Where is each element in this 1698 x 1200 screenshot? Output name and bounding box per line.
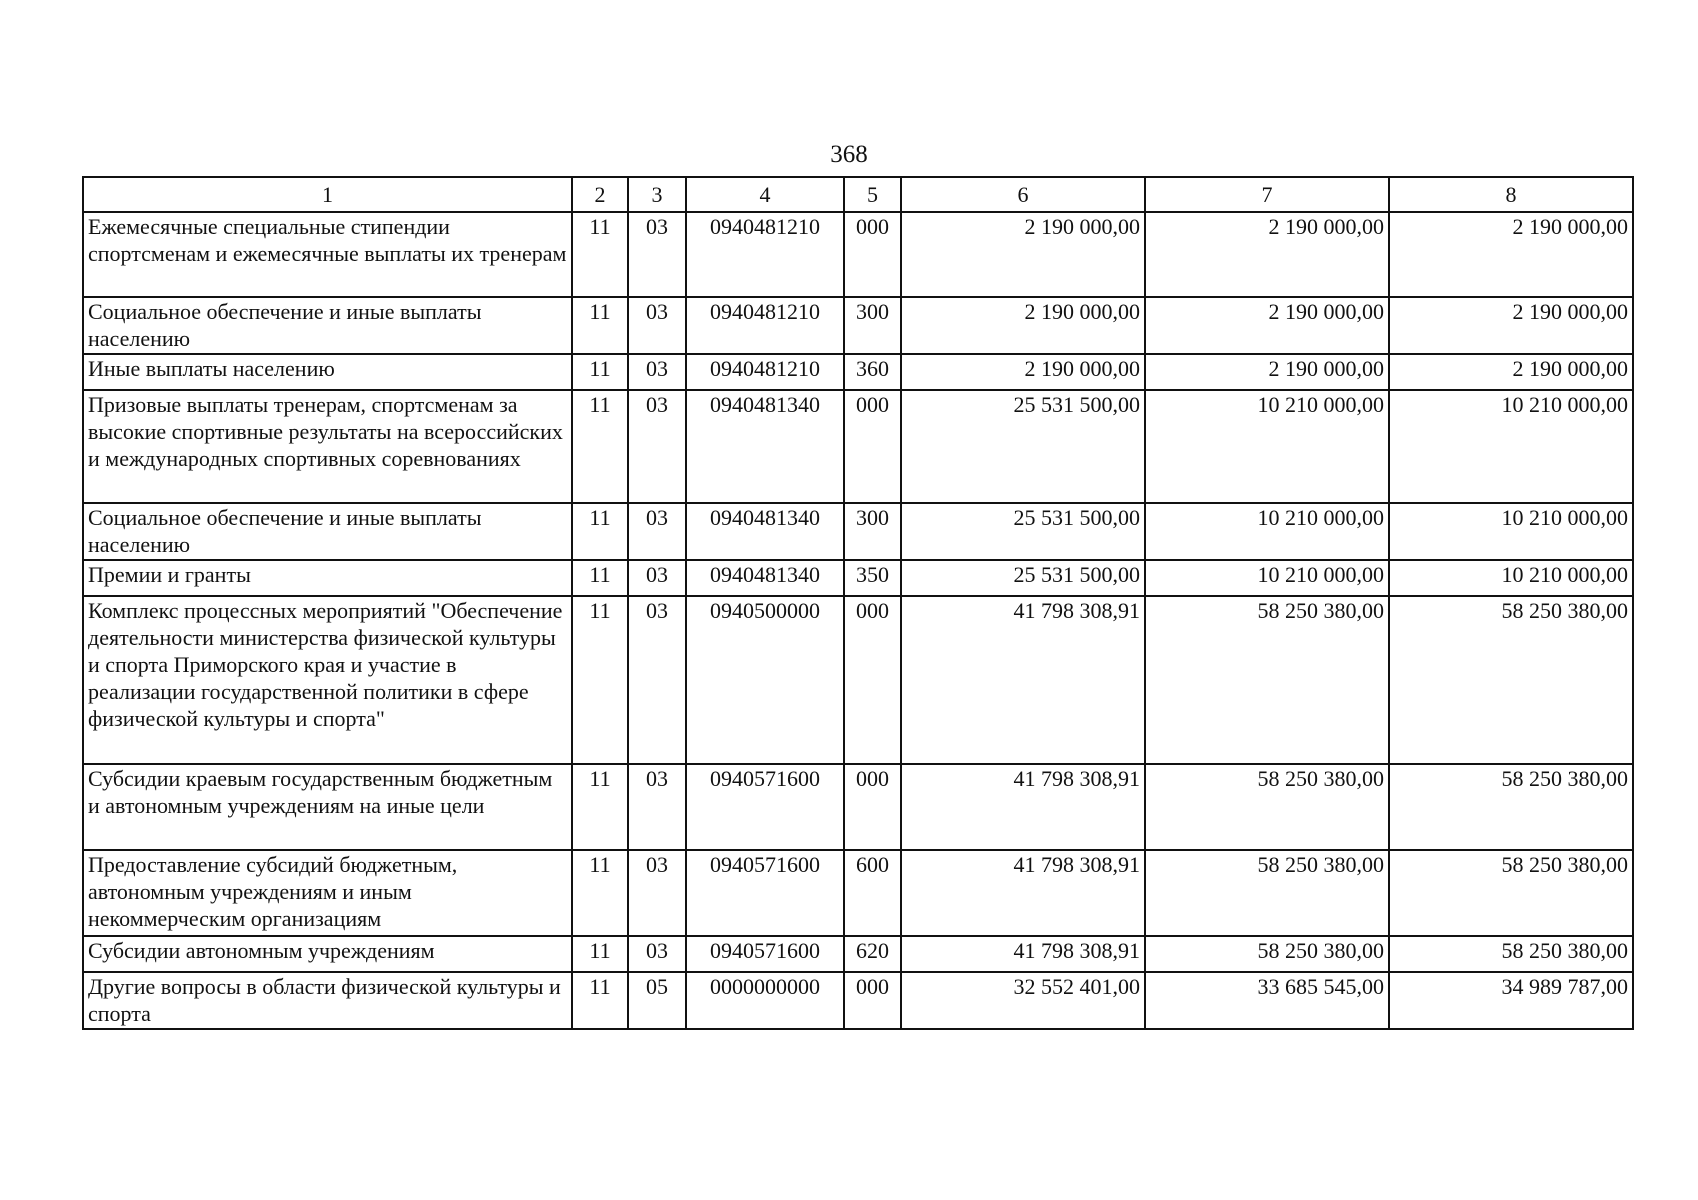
expense-type-code: 300 bbox=[844, 297, 901, 354]
table-row bbox=[83, 936, 1633, 972]
amount-col-6: 25 531 500,00 bbox=[901, 560, 1145, 596]
amount-col-8: 10 210 000,00 bbox=[1389, 503, 1633, 560]
amount-col-8: 10 210 000,00 bbox=[1389, 390, 1633, 503]
table-row bbox=[83, 212, 1633, 297]
amount-col-6: 25 531 500,00 bbox=[901, 503, 1145, 560]
section-code: 11 bbox=[572, 212, 628, 297]
section-code: 11 bbox=[572, 936, 628, 972]
subsection-code: 03 bbox=[628, 560, 686, 596]
target-article-code: 0940571600 bbox=[686, 936, 844, 972]
expense-type-code: 000 bbox=[844, 390, 901, 503]
amount-col-7: 58 250 380,00 bbox=[1145, 596, 1389, 764]
expense-type-code: 000 bbox=[844, 764, 901, 850]
column-header: 1 bbox=[83, 177, 572, 212]
amount-col-8: 10 210 000,00 bbox=[1389, 560, 1633, 596]
row-name: Предоставление субсидий бюджетным, автономным учреждениям и иным некоммерческим организациям bbox=[83, 850, 572, 936]
expense-type-code: 600 bbox=[844, 850, 901, 936]
amount-col-6: 2 190 000,00 bbox=[901, 297, 1145, 354]
subsection-code: 03 bbox=[628, 764, 686, 850]
column-header: 8 bbox=[1389, 177, 1633, 212]
row-name: Призовые выплаты тренерам, спортсменам за высокие спортивные результаты на всероссийских и международных спортивных соревнованиях bbox=[83, 390, 572, 503]
amount-col-7: 2 190 000,00 bbox=[1145, 354, 1389, 390]
amount-col-7: 10 210 000,00 bbox=[1145, 390, 1389, 503]
table-row bbox=[83, 390, 1633, 503]
section-code: 11 bbox=[572, 560, 628, 596]
section-code: 11 bbox=[572, 354, 628, 390]
amount-col-8: 58 250 380,00 bbox=[1389, 596, 1633, 764]
expense-type-code: 000 bbox=[844, 596, 901, 764]
amount-col-8: 58 250 380,00 bbox=[1389, 764, 1633, 850]
row-name: Социальное обеспечение и иные выплаты населению bbox=[83, 297, 572, 354]
header-row bbox=[83, 177, 1633, 212]
row-name: Субсидии автономным учреждениям bbox=[83, 936, 572, 972]
section-code: 11 bbox=[572, 764, 628, 850]
amount-col-6: 25 531 500,00 bbox=[901, 390, 1145, 503]
amount-col-7: 58 250 380,00 bbox=[1145, 764, 1389, 850]
subsection-code: 03 bbox=[628, 850, 686, 936]
row-name: Ежемесячные специальные стипендии спортсменам и ежемесячные выплаты их тренерам bbox=[83, 212, 572, 297]
row-name: Социальное обеспечение и иные выплаты населению bbox=[83, 503, 572, 560]
target-article-code: 0940500000 bbox=[686, 596, 844, 764]
target-article-code: 0940481210 bbox=[686, 354, 844, 390]
amount-col-7: 2 190 000,00 bbox=[1145, 212, 1389, 297]
subsection-code: 05 bbox=[628, 972, 686, 1029]
expense-type-code: 360 bbox=[844, 354, 901, 390]
column-header: 7 bbox=[1145, 177, 1389, 212]
subsection-code: 03 bbox=[628, 936, 686, 972]
table-row bbox=[83, 560, 1633, 596]
row-name: Субсидии краевым государственным бюджетным и автономным учреждениям на иные цели bbox=[83, 764, 572, 850]
row-name: Иные выплаты населению bbox=[83, 354, 572, 390]
expense-type-code: 000 bbox=[844, 972, 901, 1029]
amount-col-6: 41 798 308,91 bbox=[901, 596, 1145, 764]
amount-col-8: 58 250 380,00 bbox=[1389, 850, 1633, 936]
table-row bbox=[83, 596, 1633, 764]
amount-col-7: 10 210 000,00 bbox=[1145, 560, 1389, 596]
expense-type-code: 000 bbox=[844, 212, 901, 297]
table-row bbox=[83, 850, 1633, 936]
column-header: 5 bbox=[844, 177, 901, 212]
section-code: 11 bbox=[572, 972, 628, 1029]
subsection-code: 03 bbox=[628, 212, 686, 297]
amount-col-6: 2 190 000,00 bbox=[901, 212, 1145, 297]
page-number: 368 bbox=[830, 141, 868, 168]
column-header: 4 bbox=[686, 177, 844, 212]
row-name: Премии и гранты bbox=[83, 560, 572, 596]
expense-type-code: 300 bbox=[844, 503, 901, 560]
amount-col-7: 58 250 380,00 bbox=[1145, 850, 1389, 936]
section-code: 11 bbox=[572, 390, 628, 503]
amount-col-6: 2 190 000,00 bbox=[901, 354, 1145, 390]
expense-type-code: 620 bbox=[844, 936, 901, 972]
subsection-code: 03 bbox=[628, 390, 686, 503]
table-row bbox=[83, 503, 1633, 560]
target-article-code: 0940481210 bbox=[686, 212, 844, 297]
amount-col-6: 41 798 308,91 bbox=[901, 850, 1145, 936]
section-code: 11 bbox=[572, 850, 628, 936]
column-header: 6 bbox=[901, 177, 1145, 212]
amount-col-6: 32 552 401,00 bbox=[901, 972, 1145, 1029]
section-code: 11 bbox=[572, 297, 628, 354]
column-header: 2 bbox=[572, 177, 628, 212]
subsection-code: 03 bbox=[628, 596, 686, 764]
table-row bbox=[83, 297, 1633, 354]
section-code: 11 bbox=[572, 503, 628, 560]
amount-col-8: 58 250 380,00 bbox=[1389, 936, 1633, 972]
amount-col-7: 33 685 545,00 bbox=[1145, 972, 1389, 1029]
amount-col-7: 2 190 000,00 bbox=[1145, 297, 1389, 354]
subsection-code: 03 bbox=[628, 354, 686, 390]
target-article-code: 0940481210 bbox=[686, 297, 844, 354]
expense-type-code: 350 bbox=[844, 560, 901, 596]
target-article-code: 0940481340 bbox=[686, 390, 844, 503]
target-article-code: 0940571600 bbox=[686, 850, 844, 936]
target-article-code: 0940481340 bbox=[686, 560, 844, 596]
amount-col-7: 10 210 000,00 bbox=[1145, 503, 1389, 560]
amount-col-6: 41 798 308,91 bbox=[901, 936, 1145, 972]
subsection-code: 03 bbox=[628, 503, 686, 560]
table-row bbox=[83, 972, 1633, 1029]
row-name: Комплекс процессных мероприятий "Обеспечение деятельности министерства физической культуры и спорта Приморского края и участие в реализации государственной политики в сфере физической культуры и спорта" bbox=[83, 596, 572, 764]
amount-col-8: 2 190 000,00 bbox=[1389, 354, 1633, 390]
table-row bbox=[83, 764, 1633, 850]
target-article-code: 0940481340 bbox=[686, 503, 844, 560]
row-name: Другие вопросы в области физической культуры и спорта bbox=[83, 972, 572, 1029]
amount-col-7: 58 250 380,00 bbox=[1145, 936, 1389, 972]
subsection-code: 03 bbox=[628, 297, 686, 354]
column-header: 3 bbox=[628, 177, 686, 212]
amount-col-8: 2 190 000,00 bbox=[1389, 212, 1633, 297]
amount-col-8: 2 190 000,00 bbox=[1389, 297, 1633, 354]
budget-table bbox=[82, 176, 1634, 1030]
amount-col-8: 34 989 787,00 bbox=[1389, 972, 1633, 1029]
section-code: 11 bbox=[572, 596, 628, 764]
amount-col-6: 41 798 308,91 bbox=[901, 764, 1145, 850]
target-article-code: 0940571600 bbox=[686, 764, 844, 850]
table-row bbox=[83, 354, 1633, 390]
target-article-code: 0000000000 bbox=[686, 972, 844, 1029]
